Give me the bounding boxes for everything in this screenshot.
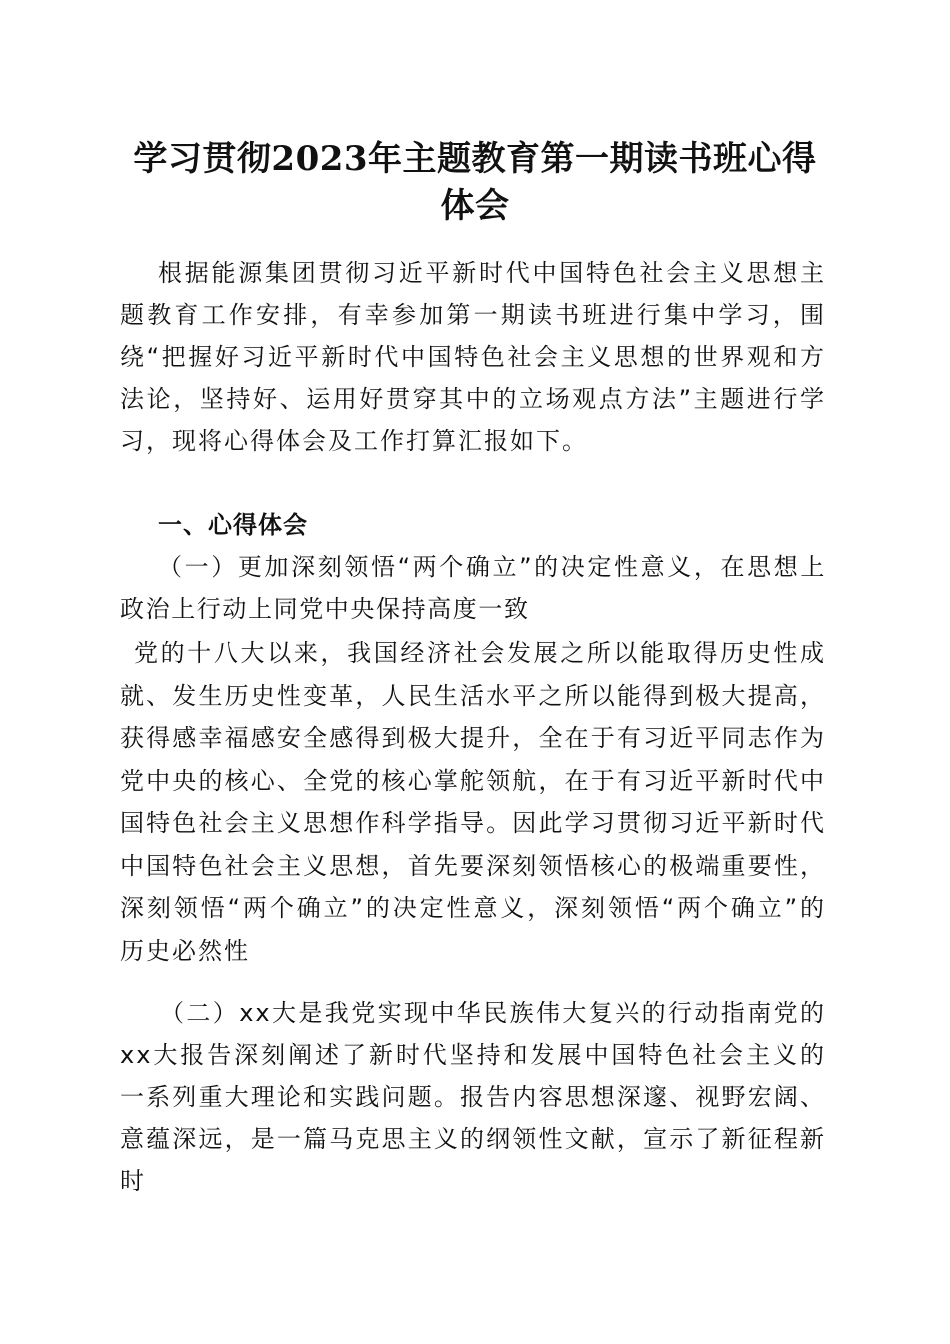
section-heading-1: 一、心得体会 — [158, 511, 308, 539]
subsection-1-body: 党的十八大以来，我国经济社会发展之所以能取得历史性成就、发生历史性变革，人民生活水平之所以能得到极大提高，获得感幸福感安全感得到极大提升，全在于有习近平同志作为党中央的核心、全党的核心掌舵领航，在于有习近平新时代中国特色社会主义思想作科学指导。因此学习贯彻习近平新时代中国特色社会主义思想，首先要深刻领悟核心的极端重要性，深刻领悟“两个确立”的决定性意义，深刻领悟“两个确立”的历史必然性 — [120, 639, 826, 965]
subsection-2-body: （二）xx大是我党实现中华民族伟大复兴的行动指南党的xx大报告深刻阐述了新时代坚持和发展中国特色社会主义的一系列重大理论和实践问题。报告内容思想深邃、视野宏阔、意蕴深远，是一篇马克思主义的纲领性文献，宣示了新征程新时 — [120, 999, 826, 1195]
subsection-heading-1: （一）更加深刻领悟“两个确立”的决定性意义，在思想上政治上行动上同党中央保持高度一致 — [120, 553, 826, 623]
intro-paragraph: 根据能源集团贯彻习近平新时代中国特色社会主义思想主题教育工作安排，有幸参加第一期读书班进行集中学习，围绕“把握好习近平新时代中国特色社会主义思想的世界观和方法论，坚持好、运用好贯穿其中的立场观点方法”主题进行学习，现将心得体会及工作打算汇报如下。 — [120, 259, 826, 455]
document-title: 学习贯彻2023年主题教育第一期读书班心得体会 — [133, 139, 817, 226]
